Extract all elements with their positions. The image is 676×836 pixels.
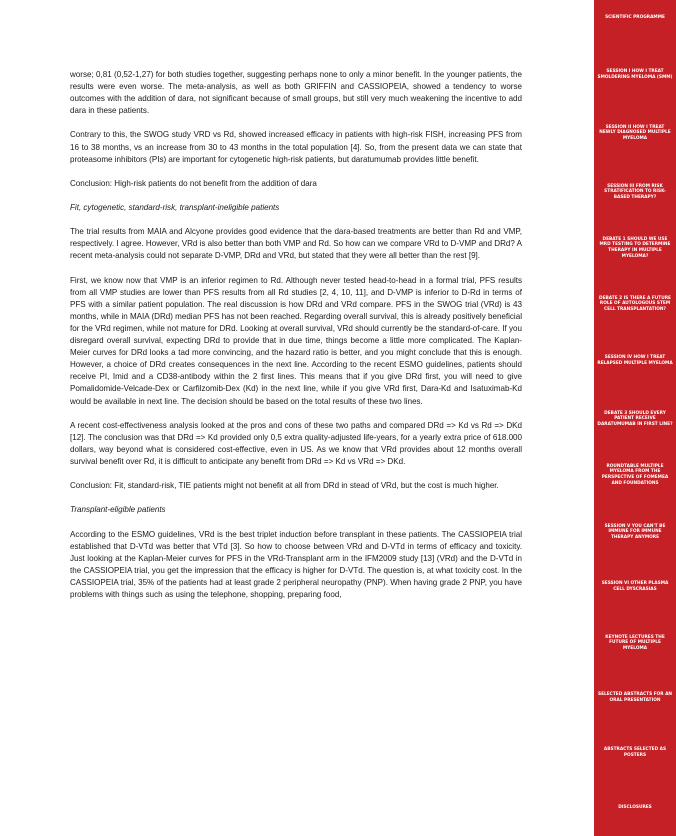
- sidebar-item-abstracts-posters[interactable]: ABSTRACTS SELECTED AS POSTERS: [603, 747, 667, 758]
- sidebar-item-keynote-lectures[interactable]: KEYNOTE LECTURES THE FUTURE OF MULTIPLE MYELOMA: [605, 634, 665, 651]
- paragraph: According to the ESMO guidelines, VRd is the best triplet induction before transplant in these patients. The CASSIOPEIA trial established that D-VTd was better that VTd [3]. So how to choose between VRd and D-VTd in terms of efficacy and toxicity. Just looking at the Kaplan-Meier curves for PFS in the VRd-Transplant arm in the IFM2009 study [13] (VRd) and the D-VTd in the CASSIOPEIA trial, you get the impression that the efficacy is higher for D-VTd. The question is, at what toxicity cost. In the CASSIOPEIA trial, 35% of the patients had at least grade 2 peripheral neuropathy (PNP). When having grade 2 PNP, you have problems with things such as using the telephone, shopping, preparing food,: [70, 529, 522, 600]
- sidebar-item-debate-1[interactable]: DEBATE 1 SHOULD WE USE MRD TESTING TO DETERMINE THERAPY IN MULTIPLE MYELOMA?: [599, 236, 671, 259]
- section-heading: Transplant-eligible patients: [70, 505, 166, 515]
- sidebar-item-session-6[interactable]: SESSION VI OTHER PLASMA CELL DYSCRASIAS: [601, 581, 669, 592]
- paragraph: The trial results from MAIA and Alcyone provides good evidence that the dara-based treatments are better than Rd and VMP, respectively. I agree. However, VRd is also better than both VMP and Rd. So how can we compare VRd to D-VMP and DRd? A recent meta-analysis could not separate D-VMP, DRd and VRd, but stated that they were all better than the rest [9].: [70, 227, 522, 261]
- sidebar-item-scientific-programme[interactable]: SCIENTIFIC PROGRAMME: [605, 15, 665, 21]
- paragraph: Contrary to this, the SWOG study VRD vs Rd, showed increased efficacy in patients with high-risk FISH, increasing PFS from 16 to 38 months, vs an increase from 30 to 43 months in the total population [4]. So, from the present data we can state that proteasome inhibitors (PIs) are important for cytogenetic high-risk patients, but daratumumab provides little benefit.: [70, 130, 522, 164]
- sidebar-navigation: [594, 0, 676, 836]
- paragraph: Conclusion: Fit, standard-risk, TIE patients might not benefit at all from DRd in stead of VRd, but the cost is much higher.: [70, 481, 499, 491]
- sidebar-item-session-2[interactable]: SESSION II HOW I TREAT NEWLY DIAGNOSED MULTIPLE MYELOMA: [599, 124, 671, 141]
- sidebar-item-session-5[interactable]: SESSION V YOU CAN'T BE IMMUNE FOR IMMUNE THERAPY ANYMORE: [604, 523, 666, 540]
- article-body: [70, 69, 522, 613]
- sidebar-item-session-4[interactable]: SESSION IV HOW I TREAT RELAPSED MULTIPLE MYELOMA: [597, 355, 673, 366]
- paragraph: worse; 0,81 (0,52-1,27) for both studies together, suggesting perhaps none to only a minor benefit. In the younger patients, the results were even worse. The meta-analysis, as well as both GRIFFIN and CASSIOPEIA, showed a tendency to worse outcomes with the addition of dara, not significant because of small groups, but still very much weakening the incentive to add dara in these patients.: [70, 70, 522, 116]
- sidebar-item-session-1[interactable]: SESSION I HOW I TREAT SMOLDERING MYELOMA (SMM): [597, 69, 673, 80]
- paragraph: A recent cost-effectiveness analysis looked at the pros and cons of these two paths and compared DRd => Kd vs Rd => DKd [12]. The conclusion was that DRd => Kd provided only 0,5 extra quality-adjusted life-years, for a yearly extra price of 618.000 dollars, way beyond what is considered cost-effective, even in US. As we know that VRd provides about 12 months overall survival benefit over Rd, it is difficult to anticipate any benefit from DRd => Kd vs VRd => DKd.: [70, 420, 522, 466]
- sidebar-item-selected-abstracts-oral[interactable]: SELECTED ABSTRACTS FOR AN ORAL PRESENTATION: [597, 692, 673, 703]
- paragraph: First, we know now that VMP is an inferior regimen to Rd. Although never tested head-to-head in a formal trial, PFS results from all VMP studies are lower than PFS results from all Rd studies [2, 4, 10, 11], and D-VMP is inferior to D-Rd in terms of PFS with a similar patient population. The real discussion is how DRd and VRd compare. PFS in the SWOG trial (VRd) is 43 months, while in MAIA (DRd) median PFS has not been reached. Regarding overall survival, this is already positively beneficial for the VRd regimen, while not mature for DRd. Looking at overall survival, VRd should currently be the standard-of-care. If you disregard overall survival, expecting DRd to provide that in due time, things become a little more complicated. The Kaplan-Meier curves for DRd looks a tad more convincing, and the hazard ratio is better, and you might conclude that this is enough. However, a choice of DRd creates consequences in the next line. According to the recent ESMO guidelines, patients should receive PI, Imid and a CD38-antibody within the 2 first lines. This means that if you give DRd first, you will need to give Pomalidomide-Velcade-Dex or Carfilzomib-Dex (Kd) in the next line, while if you give VRd first, Dara-Kd and Isatuximab-Kd would be available in next line. The decision should be based on the total results of these two lines.: [70, 275, 522, 406]
- sidebar-item-roundtable[interactable]: ROUNDTABLE MULTIPLE MYELOMA FROM THE PERSPECTIVE OF FOMEMEA AND FOUNDATIONS: [601, 463, 669, 486]
- sidebar-item-disclosures[interactable]: DISCLOSURES: [618, 805, 652, 811]
- paragraph: Conclusion: High-risk patients do not benefit from the addition of dara: [70, 178, 317, 188]
- section-heading: Fit, cytogenetic, standard-risk, transplant-ineligible patients: [70, 203, 280, 213]
- sidebar-item-debate-2[interactable]: DEBATE 2 IS THERE A FUTURE ROLE OF AUTOLOGOUS STEM CELL TRANSPLANTATION?: [599, 295, 671, 312]
- sidebar-item-session-3[interactable]: SESSION III FROM RISK STRATIFICATION TO RISK-BASED THERAPY?: [604, 183, 666, 200]
- sidebar-item-debate-3[interactable]: DEBATE 3 SHOULD EVERY PATIENT RECEIVE DARATUMUMAB IN FIRST LINE?: [597, 410, 673, 427]
